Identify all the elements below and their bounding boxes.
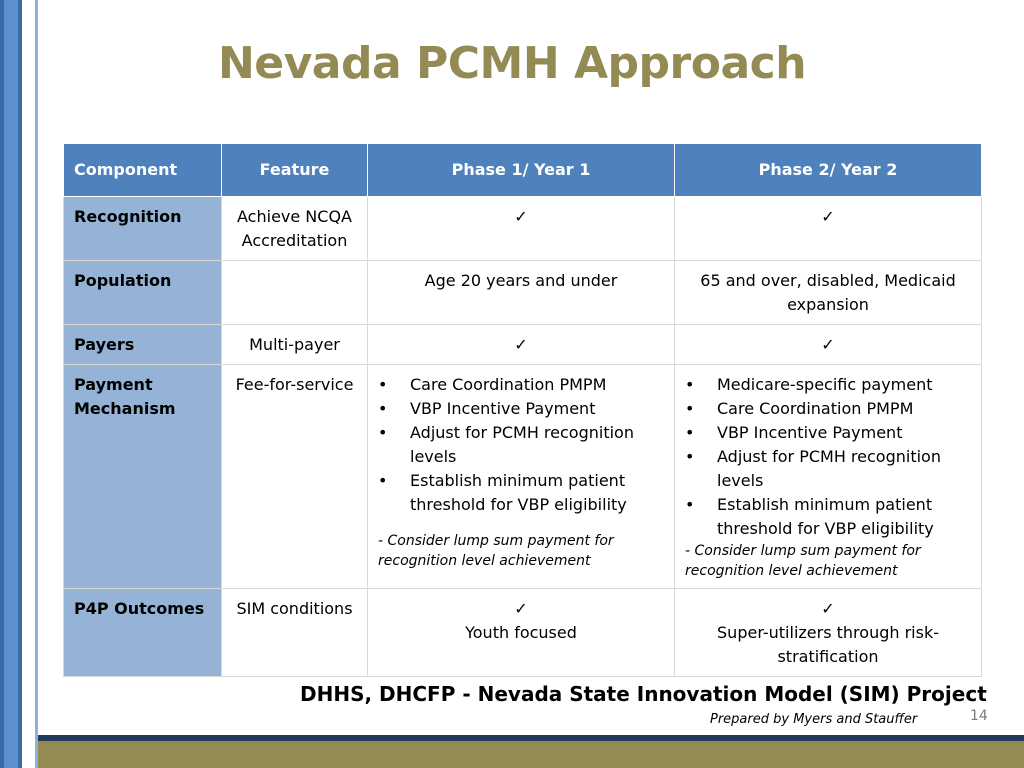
checkmark-icon: ✓	[514, 335, 528, 354]
footer-title: DHHS, DHCFP - Nevada State Innovation Model (SIM) Project	[300, 682, 987, 706]
feature-payers: Multi-payer	[222, 325, 368, 365]
bullet-icon: •	[685, 495, 695, 514]
list-item: • VBP Incentive Payment	[378, 397, 664, 421]
bottom-band	[38, 741, 1024, 768]
list-item: • Medicare-specific payment	[685, 373, 971, 397]
bullet-icon: •	[685, 423, 695, 442]
feature-p4p: SIM conditions	[222, 589, 368, 677]
checkmark-icon: ✓	[821, 207, 835, 226]
bullet-icon: •	[685, 399, 695, 418]
feature-payment: Fee-for-service	[222, 365, 368, 589]
header-component: Component	[64, 144, 222, 197]
header-phase2: Phase 2/ Year 2	[675, 144, 982, 197]
bullet-icon: •	[378, 375, 388, 394]
checkmark-icon: ✓	[821, 335, 835, 354]
header-feature: Feature	[222, 144, 368, 197]
bullet-icon: •	[685, 447, 695, 466]
p4p-phase1: Youth focused	[465, 623, 577, 642]
payment-phase2-list	[685, 373, 971, 541]
payment-phase1	[368, 365, 675, 589]
checkmark-icon: ✓	[514, 599, 528, 618]
table-row-population	[64, 261, 982, 325]
component-payment: Payment Mechanism	[64, 365, 222, 589]
list-item: • Establish minimum patient threshold for VBP eligibility	[378, 471, 627, 514]
list-item: • VBP Incentive Payment	[685, 421, 971, 445]
table-row-payment	[64, 365, 982, 589]
page-number: 14	[970, 708, 988, 724]
table-row-recognition	[64, 197, 982, 261]
payment-phase1-list	[378, 373, 664, 517]
header-phase1: Phase 1/ Year 1	[368, 144, 675, 197]
bullet-icon: •	[685, 375, 695, 394]
bullet-icon: •	[378, 399, 388, 418]
table-row-p4p	[64, 589, 982, 677]
population-phase1: Age 20 years and under	[368, 261, 675, 325]
list-item: • Establish minimum patient threshold for VBP eligibility	[685, 495, 934, 538]
component-recognition: Recognition	[64, 197, 222, 261]
checkmark-icon: ✓	[821, 599, 835, 618]
p4p-phase2: Super-utilizers through risk-stratification	[717, 623, 939, 666]
component-payers: Payers	[64, 325, 222, 365]
left-accent-line	[35, 0, 38, 768]
left-accent-bar-inner	[4, 0, 18, 768]
payment-phase2-note: - Consider lump sum payment for recognition level achievement	[685, 543, 921, 579]
feature-population	[222, 261, 368, 325]
slide-title: Nevada PCMH Approach	[217, 38, 807, 89]
payment-phase2	[675, 365, 982, 589]
bullet-icon: •	[378, 423, 388, 442]
list-item: • Care Coordination PMPM	[685, 397, 971, 421]
pcmh-table	[63, 143, 982, 677]
component-population: Population	[64, 261, 222, 325]
list-item: • Adjust for PCMH recognition levels	[378, 423, 634, 466]
table-header-row	[64, 144, 982, 197]
list-item: • Adjust for PCMH recognition levels	[685, 447, 941, 490]
population-phase2: 65 and over, disabled, Medicaid expansion	[675, 261, 982, 325]
component-p4p: P4P Outcomes	[64, 589, 222, 677]
checkmark-icon: ✓	[514, 207, 528, 226]
list-item: • Care Coordination PMPM	[378, 373, 664, 397]
footer-subtitle: Prepared by Myers and Stauffer	[710, 712, 918, 727]
bullet-icon: •	[378, 471, 388, 490]
payment-phase1-note: - Consider lump sum payment for recognition level achievement	[378, 533, 614, 569]
table-row-payers	[64, 325, 982, 365]
feature-recognition: Achieve NCQA Accreditation	[222, 197, 368, 261]
